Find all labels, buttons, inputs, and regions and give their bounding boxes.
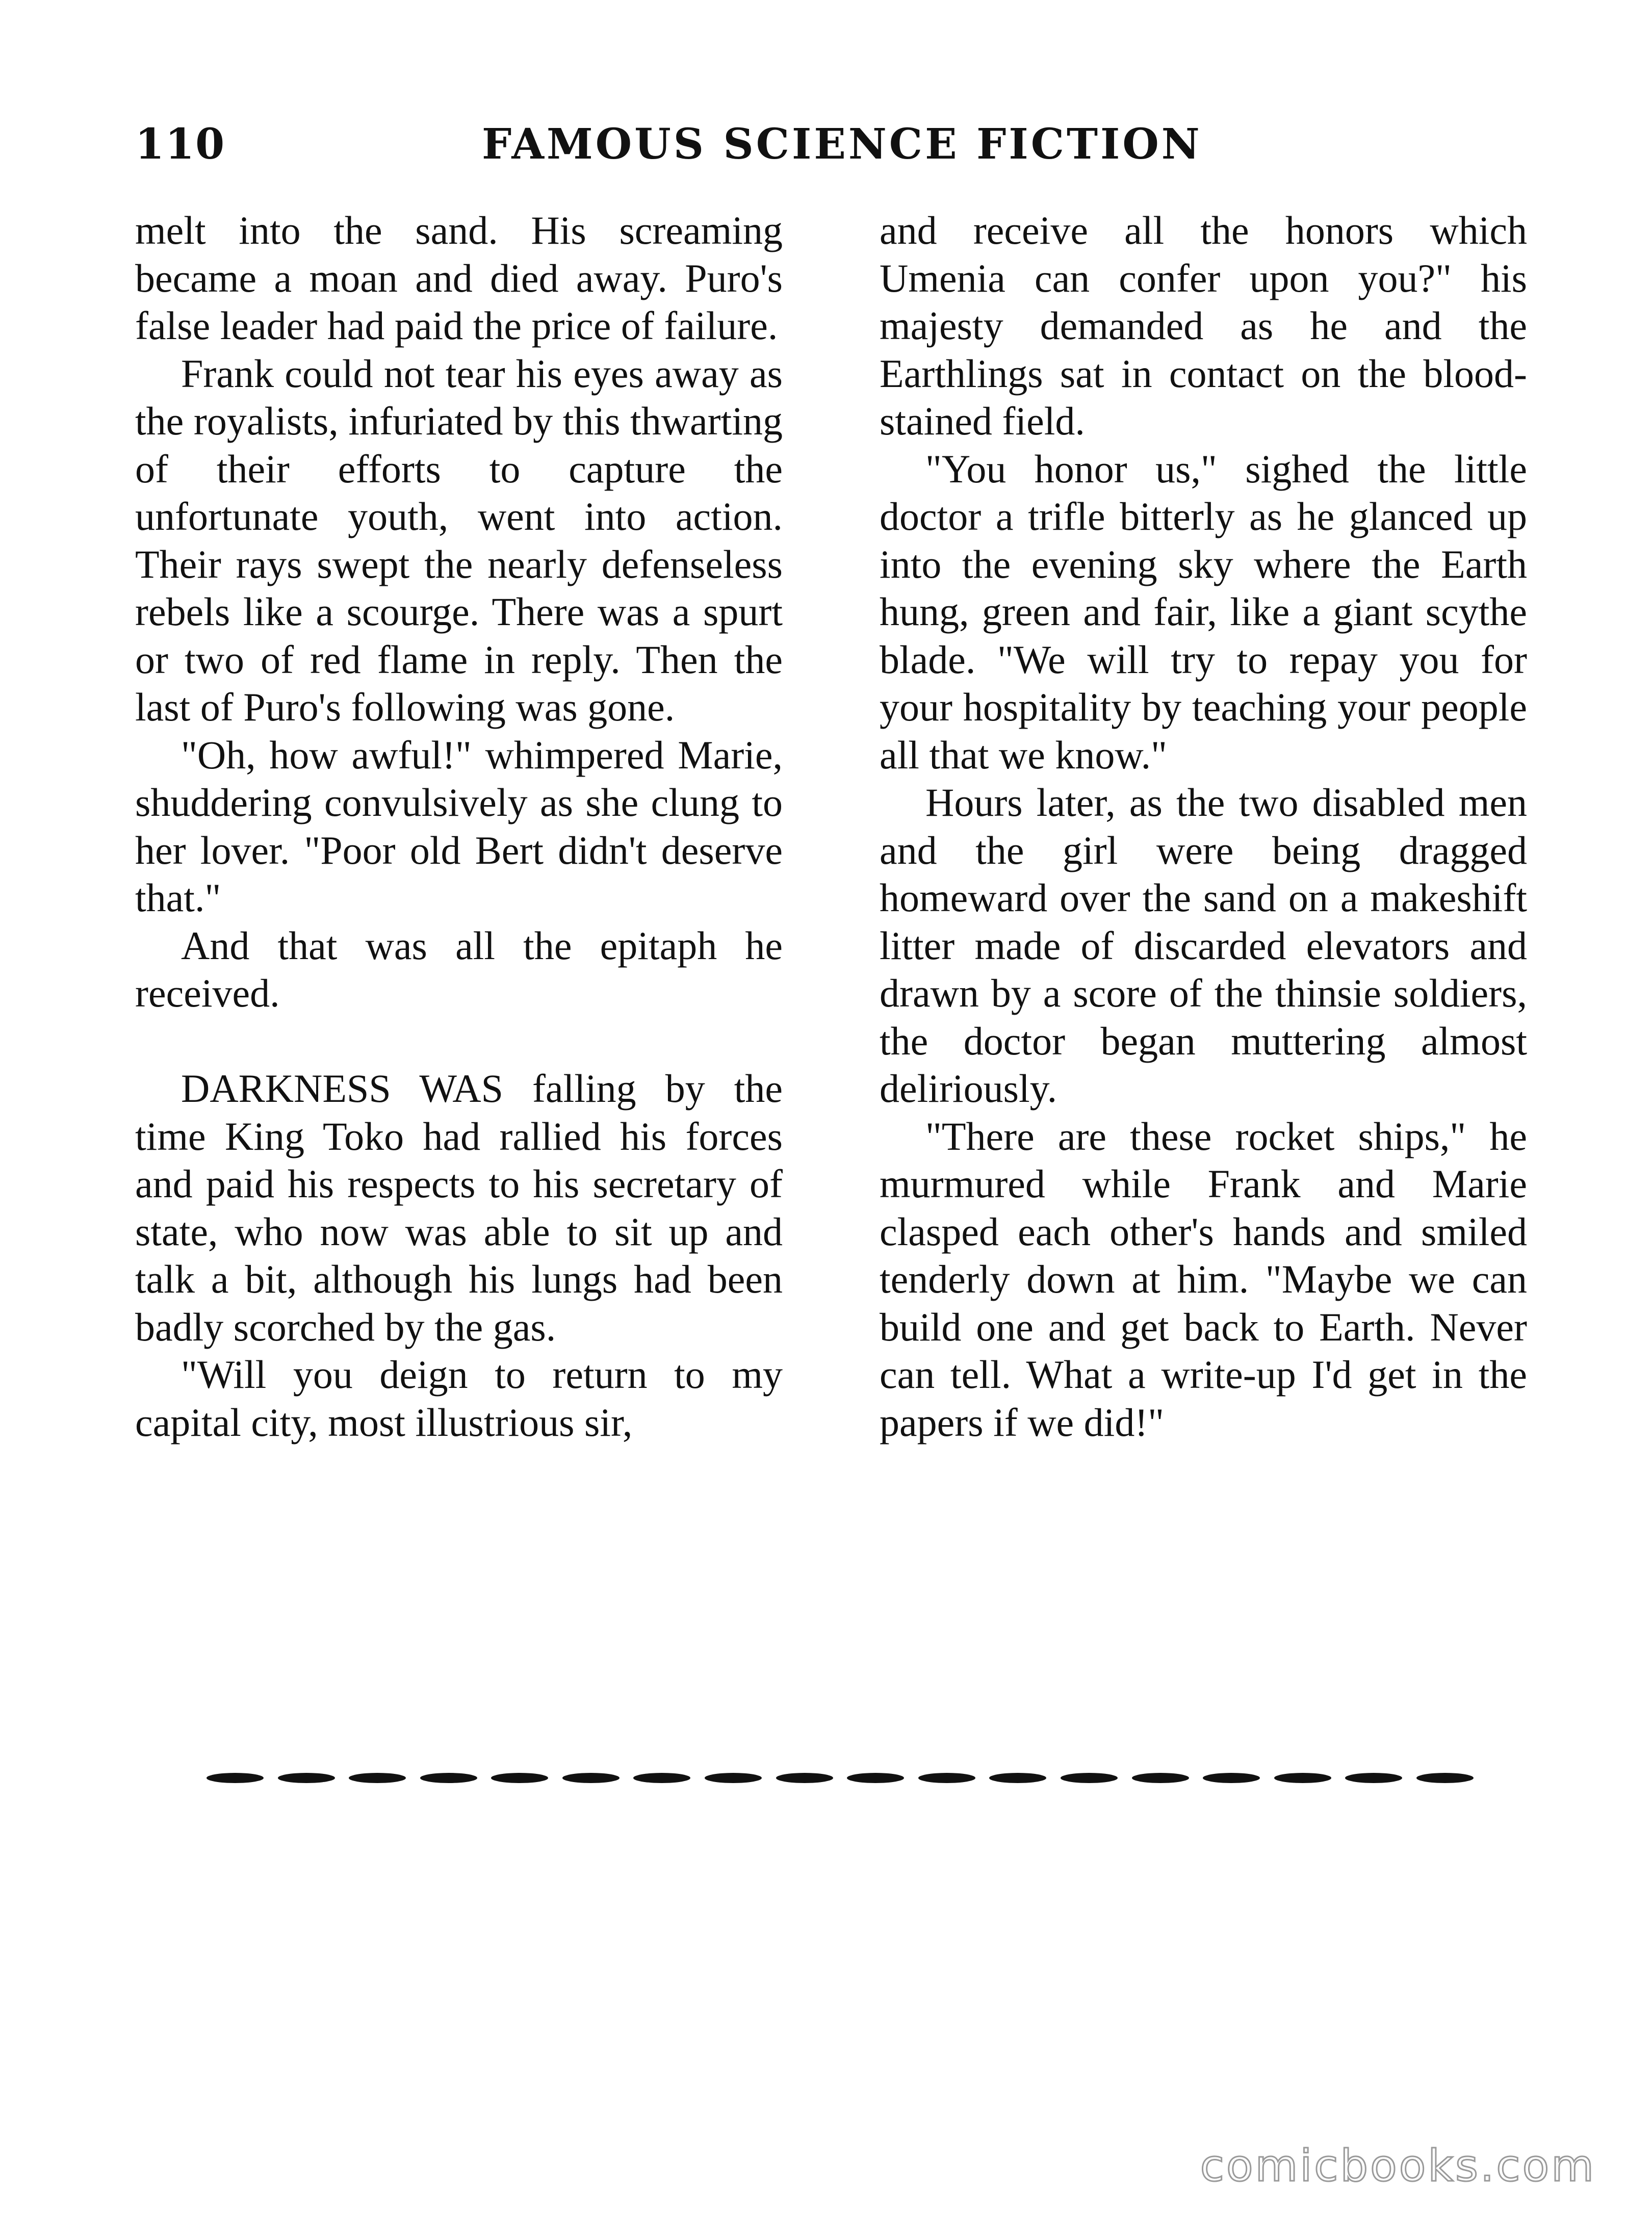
dash-ornament [206,1773,264,1783]
paragraph: "Oh, how awful!" whimpered Marie, shuddering convulsively as she clung to her lover. "Poor old Bert didn't deserve that." [135,732,783,920]
end-of-story-dash-rule [206,1769,1474,1787]
dash-ornament [918,1773,975,1783]
dash-ornament [633,1773,690,1783]
dash-ornament [420,1773,477,1783]
dash-ornament [491,1773,548,1783]
paragraph: and receive all the honors which Umenia can confer upon you?" his majesty demanded as he and the Earthlings sat in contact on the blood-stained field. [880,208,1527,443]
dash-ornament [1416,1773,1474,1783]
paragraph: "Will you deign to return to my capital city, most illustrious sir, [135,1352,783,1445]
paragraph: melt into the sand. His screaming became a moan and died away. Puro's false leader had paid the price of failure. [135,208,783,348]
watermark: comicbooks.com [1200,2140,1596,2191]
dash-ornament [1274,1773,1331,1783]
paragraph: Frank could not tear his eyes away as the royalists, infuriated by this thwarting of their efforts to capture the unfortunate youth, went into action. Their rays swept the nearly defenseless rebels like a scourge. There was a spurt or two of red flame in reply. Then the last of Puro's following was gone. [135,351,783,729]
dash-ornament [776,1773,833,1783]
section-opening-paragraph: DARKNESS WAS falling by the time King Toko had rallied his forces and paid his respects to his secretary of state, who now was able to sit up and talk a bit, although his lungs had been badly scorched by the gas. [135,1066,783,1349]
paragraph: "There are these rocket ships," he murmured while Frank and Marie clasped each other's hands and smiled tenderly down at him. "Maybe we can build one and get back to Earth. Never can tell. What a write-up I'd get in the papers if we did!" [880,1114,1527,1445]
paragraph: Hours later, as the two disabled men and the girl were being dragged homeward over the sand on a makeshift litter made of discarded elevators and drawn by a score of the thinsie soldiers, the doctor began muttering almost deliriously. [880,780,1527,1111]
dash-ornament [989,1773,1046,1783]
running-head [135,120,1532,181]
dash-ornament [1061,1773,1118,1783]
dash-ornament [1203,1773,1260,1783]
dash-ornament [847,1773,904,1783]
paragraph: And that was all the epitaph he received. [135,923,783,1015]
dash-ornament [705,1773,762,1783]
page-number: 110 [135,120,226,169]
dash-ornament [349,1773,406,1783]
left-column [135,207,783,1446]
paragraph: "You honor us," sighed the little doctor a trifle bitterly as he glanced up into the evening sky where the Earth hung, green and fair, like a giant scythe blade. "We will try to repay you for your hospitality by teaching your people all that we know." [880,446,1527,777]
dash-ornament [1132,1773,1189,1783]
right-column [880,207,1527,1446]
magazine-title: FAMOUS SCIENCE FICTION [482,120,1202,169]
dash-ornament [562,1773,620,1783]
dash-ornament [278,1773,335,1783]
dash-ornament [1345,1773,1402,1783]
